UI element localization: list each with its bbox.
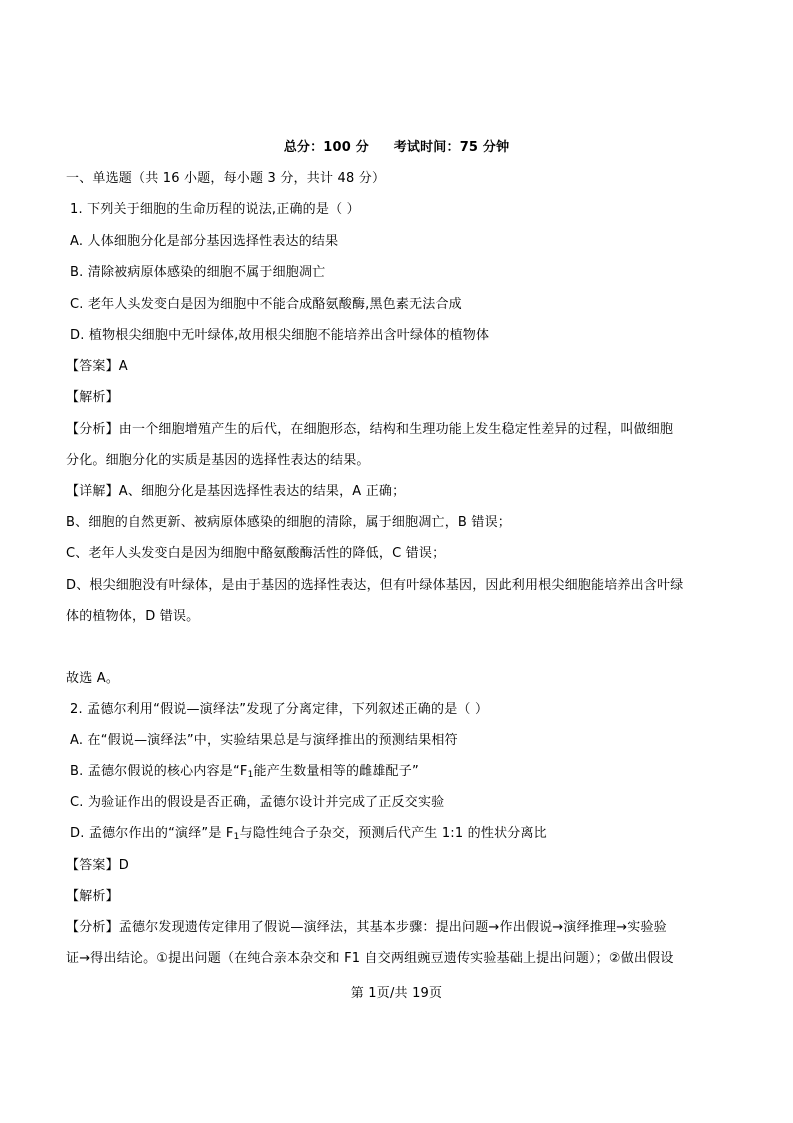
- q2-fenxi-line-1: 【分析】孟德尔发现遗传定律用了假说—演绎法，其基本步骤：提出问题→作出假说→演绎推理→实验验: [66, 920, 667, 935]
- q2-analysis-label: 【解析】: [66, 889, 119, 904]
- page-header: [0, 139, 793, 157]
- q1-option-c: C. 老年人头发变白是因为细胞中不能合成酪氨酸酶,黑色素无法合成: [70, 297, 462, 312]
- q1-stem: 1. 下列关于细胞的生命历程的说法,正确的是（ ）: [70, 202, 360, 217]
- q2-option-b-pre: B. 孟德尔假说的核心内容是“F: [70, 764, 248, 779]
- q2-option-b: [70, 763, 419, 784]
- q2-option-d: [70, 825, 547, 846]
- q2-option-d-subscript: 1: [233, 832, 240, 842]
- q1-analysis-label: 【解析】: [66, 390, 119, 405]
- total-score: 总分：100 分: [283, 140, 369, 155]
- q1-fenxi-line-1: 【分析】由一个细胞增殖产生的后代，在细胞形态，结构和生理功能上发生稳定性差异的过程，叫做细胞: [66, 422, 674, 437]
- q2-stem: 2. 孟德尔利用“假说—演绎法”发现了分离定律，下列叙述正确的是（ ）: [70, 702, 489, 717]
- q2-option-a: A. 在“假说—演绎法”中，实验结果总是与演绎推出的预测结果相符: [70, 733, 458, 748]
- q2-answer: 【答案】D: [66, 858, 130, 873]
- q1-detail-b: B、细胞的自然更新、被病原体感染的细胞的清除，属于细胞凋亡，B 错误；: [66, 515, 511, 530]
- q1-answer: 【答案】A: [66, 359, 128, 374]
- q2-option-b-subscript: 1: [247, 770, 254, 780]
- q1-detail-c: C、老年人头发变白是因为细胞中酪氨酸酶活性的降低，C 错误；: [66, 546, 446, 561]
- section-title: 一、单选题（共 16 小题，每小题 3 分，共计 48 分）: [66, 171, 386, 186]
- q1-detail-d-line-2: 体的植物体，D 错误。: [66, 609, 200, 624]
- q1-option-d: D. 植物根尖细胞中无叶绿体,故用根尖细胞不能培养出含叶绿体的植物体: [70, 328, 490, 343]
- q1-conclusion: 故选 A。: [66, 671, 120, 686]
- q2-option-b-post: 能产生数量相等的雌雄配子”: [253, 764, 419, 779]
- q1-option-a: A. 人体细胞分化是部分基因选择性表达的结果: [70, 234, 339, 249]
- q2-fenxi-line-2: 证→得出结论。①提出问题（在纯合亲本杂交和 F1 自交两组豌豆遗传实验基础上提出问题）；②做出假设: [66, 951, 674, 966]
- q1-detail-d-line-1: D、根尖细胞没有叶绿体，是由于基因的选择性表达，但有叶绿体基因，因此利用根尖细胞能培养出含叶绿: [66, 578, 684, 593]
- q2-option-c: C. 为验证作出的假设是否正确，孟德尔设计并完成了正反交实验: [70, 795, 445, 810]
- page-footer: 第 1页/共 19页: [350, 986, 443, 1001]
- exam-time: 考试时间：75 分钟: [393, 140, 510, 155]
- q2-option-d-post: 与隐性纯合子杂交，预测后代产生 1:1 的性状分离比: [239, 826, 547, 841]
- q1-fenxi-line-2: 分化。细胞分化的实质是基因的选择性表达的结果。: [66, 453, 370, 468]
- q1-detail-a: 【详解】A、细胞分化是基因选择性表达的结果，A 正确；: [66, 484, 406, 499]
- q2-option-d-pre: D. 孟德尔作出的“演绎”是 F: [70, 826, 234, 841]
- q1-option-b: B. 清除被病原体感染的细胞不属于细胞凋亡: [70, 265, 326, 280]
